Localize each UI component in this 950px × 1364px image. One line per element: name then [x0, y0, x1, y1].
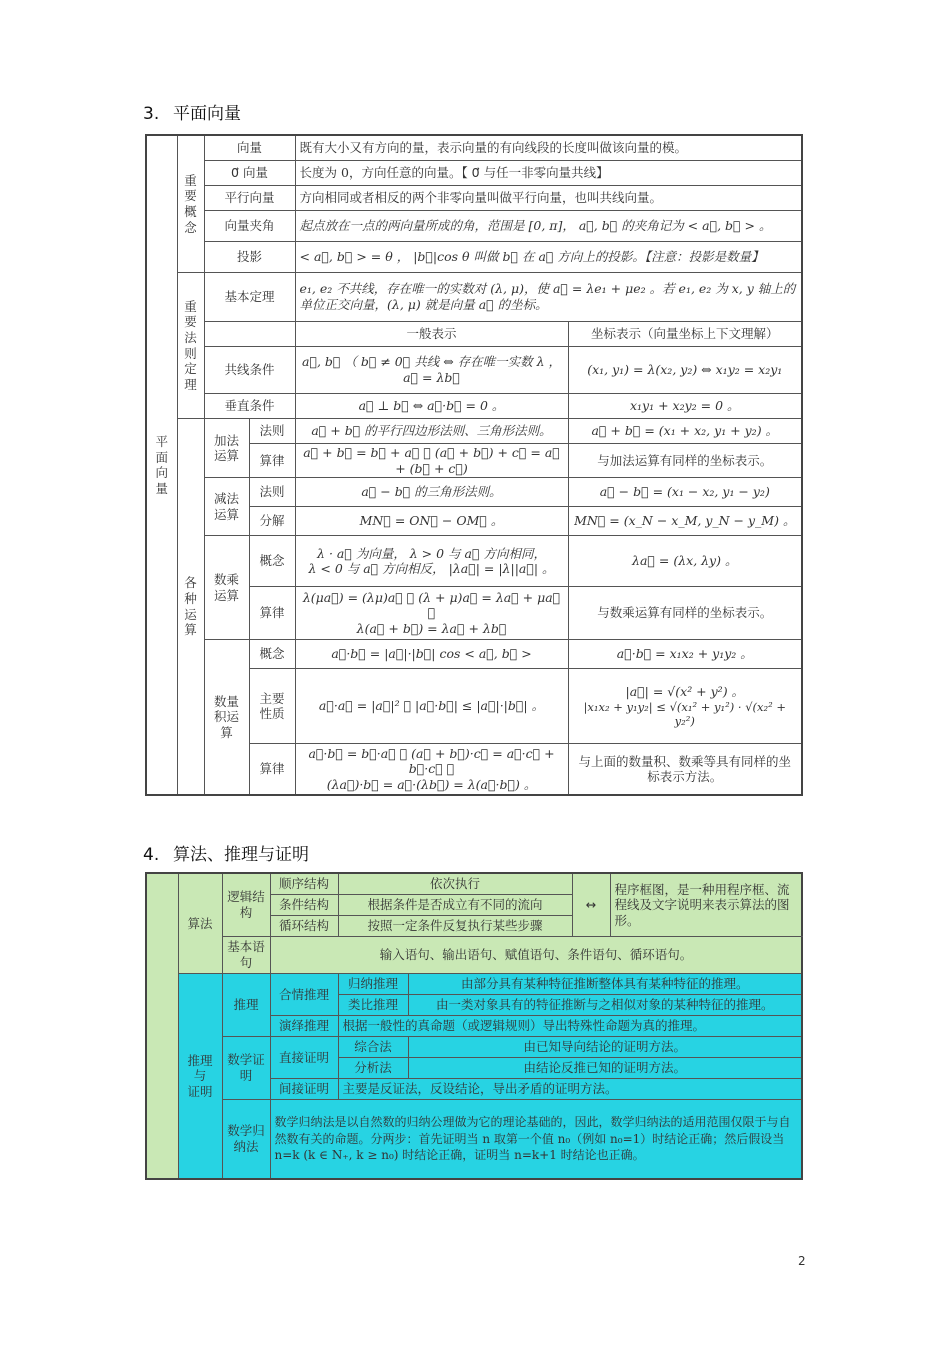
dot-law-general: a⃗·b⃗ = b⃗·a⃗ ， (a⃗ + b⃗)·c⃗ = a⃗·c⃗ + b⃗·c⃗ ， (λa⃗)·b⃗ = a⃗·(λb⃗) = λ(a⃗·b⃗) 。: [295, 744, 568, 796]
loop-desc: 按照一定条件反复执行某些步骤: [338, 916, 572, 937]
sub-label: 法则: [249, 478, 295, 507]
table-row: [146, 974, 802, 995]
deductive-desc: 根据一般性的真命题（或逻辑规则）导出特殊性命题为真的推理。: [338, 1016, 802, 1037]
dot-concept-general: a⃗·b⃗ = |a⃗|·|b⃗| cos < a⃗, b⃗ >: [295, 640, 568, 669]
algorithm-label: 算法: [178, 873, 222, 974]
analogy-name: 类比推理: [338, 995, 408, 1016]
flowchart-desc: 程序框图，是一种用程序框、流程线及文字说明来表示算法的图形。: [610, 873, 802, 937]
sub-label: 分解: [249, 507, 295, 536]
vector-summary-table: [145, 134, 803, 796]
sub-label: 主要性质: [249, 669, 295, 744]
table-row: [146, 419, 802, 444]
math-induction-label: 数学归纳法: [222, 1100, 270, 1180]
cond-desc: 根据条件是否成立有不同的流向: [338, 895, 572, 916]
plausible-label: 合情推理: [270, 974, 338, 1016]
loop-name: 循环结构: [270, 916, 338, 937]
row-name: 垂直条件: [204, 394, 295, 419]
sub-label: 算律: [249, 744, 295, 796]
add-law-general: a⃗ + b⃗ = b⃗ + a⃗ ， (a⃗ + b⃗) + c⃗ = a⃗ + (b⃗ + c⃗): [295, 444, 568, 478]
row-name: 0⃗ 向量: [204, 161, 295, 186]
table-row: [146, 161, 802, 186]
group-laws: 重 要 法 则 定 理: [177, 273, 204, 419]
group-concepts: 重 要 概 念: [177, 135, 204, 273]
perp-general: a⃗ ⊥ b⃗ ⇔ a⃗·b⃗ = 0 。: [295, 394, 568, 419]
induction-desc: 由部分具有某种特征推断整体具有某种特征的推理。: [408, 974, 802, 995]
dot-props-coord: |a⃗| = √(x² + y²) 。 |x₁x₂ + y₁y₂| ≤ √(x₁² + y₁²) · √(x₂² + y₂²): [568, 669, 802, 744]
op-scalar: 数乘 运算: [204, 536, 249, 640]
perp-coord: x₁y₁ + x₂y₂ = 0 。: [568, 394, 802, 419]
math-proof-label: 数学证明: [222, 1037, 270, 1100]
analogy-desc: 由一类对象具有的特征推断与之相似对象的某种特征的推理。: [408, 995, 802, 1016]
indirect-label: 间接证明: [270, 1079, 338, 1100]
sub-rule-coord: a⃗ − b⃗ = (x₁ − x₂, y₁ − y₂): [568, 478, 802, 507]
induction-name: 归纳推理: [338, 974, 408, 995]
sub-part-general: MN⃗ = ON⃗ − OM⃗ 。: [295, 507, 568, 536]
collinear-general: a⃗, b⃗ （ b⃗ ≠ 0⃗ 共线 ⇔ 存在唯一实数 λ ， a⃗ = λb⃗: [295, 347, 568, 394]
section-3-title: 3. 平面向量: [143, 104, 241, 124]
seq-desc: 依次执行: [338, 873, 572, 895]
sub-rule-general: a⃗ − b⃗ 的三角形法则。: [295, 478, 568, 507]
op-sub: 减法 运算: [204, 478, 249, 536]
row-desc: 既有大小又有方向的量，表示向量的有向线段的长度叫做该向量的模。: [295, 135, 802, 161]
analytic-name: 分析法: [338, 1058, 408, 1079]
deductive-name: 演绎推理: [270, 1016, 338, 1037]
scalar-concept-general: λ · a⃗ 为向量， λ > 0 与 a⃗ 方向相同， λ < 0 与 a⃗ 方向相反， |λa⃗| = |λ||a⃗| 。: [295, 536, 568, 587]
add-law-coord: 与加法运算有同样的坐标表示。: [568, 444, 802, 478]
op-dot: 数量 积运 算: [204, 640, 249, 796]
sub-label: 算律: [249, 587, 295, 640]
main-label: 平 面 向 量: [146, 135, 177, 795]
analytic-desc: 由结论反推已知的证明方法。: [408, 1058, 802, 1079]
table-row: [146, 135, 802, 161]
op-add: 加法 运算: [204, 419, 249, 478]
table-row: [146, 211, 802, 242]
table-row: [146, 640, 802, 669]
row-name: 基本定理: [204, 273, 295, 322]
dot-concept-coord: a⃗·b⃗ = x₁x₂ + y₁y₂ 。: [568, 640, 802, 669]
row-desc: 起点放在一点的两向量所成的角，范围是 [0, π]， a⃗, b⃗ 的夹角记为 < a⃗, b⃗ > 。: [295, 211, 802, 242]
double-arrow-icon: ↔: [572, 873, 610, 937]
sub-label: 法则: [249, 419, 295, 444]
basic-label: 基本语句: [222, 937, 270, 974]
scalar-law-general: λ(μa⃗) = (λμ)a⃗ ， (λ + μ)a⃗ = λa⃗ + μa⃗ ， λ(a⃗ + b⃗) = λa⃗ + λb⃗: [295, 587, 568, 640]
dot-props-general: a⃗·a⃗ = |a⃗|² ， |a⃗·b⃗| ≤ |a⃗|·|b⃗| 。: [295, 669, 568, 744]
cond-name: 条件结构: [270, 895, 338, 916]
reasoning-label: 推理: [222, 974, 270, 1037]
table-row: [146, 186, 802, 211]
basic-desc: 输入语句、输出语句、赋值语句、条件语句、循环语句。: [270, 937, 802, 974]
section-4-title: 4. 算法、推理与证明: [143, 845, 309, 865]
table-row: [146, 937, 802, 974]
scalar-law-coord: 与数乘运算有同样的坐标表示。: [568, 587, 802, 640]
group-ops: 各 种 运 算: [177, 419, 204, 796]
row-desc: 方向相同或者相反的两个非零向量叫做平行向量，也叫共线向量。: [295, 186, 802, 211]
table-row: [146, 873, 802, 895]
table-row: [146, 322, 802, 347]
row-desc: 长度为 0，方向任意的向量。【 0⃗ 与任一非零向量共线】: [295, 161, 802, 186]
table-row: [146, 273, 802, 322]
add-rule-general: a⃗ + b⃗ 的平行四边形法则、三角形法则。: [295, 419, 568, 444]
table-row: [146, 478, 802, 507]
indirect-desc: 主要是反证法，反设结论，导出矛盾的证明方法。: [338, 1079, 802, 1100]
sub-label: 算律: [249, 444, 295, 478]
row-desc: < a⃗, b⃗ > = θ ， |b⃗|cos θ 叫做 b⃗ 在 a⃗ 方向上的投影。【注意：投影是数量】: [295, 242, 802, 273]
logic-label: 逻辑结构: [222, 873, 270, 937]
sub-label: 概念: [249, 536, 295, 587]
seq-name: 顺序结构: [270, 873, 338, 895]
scalar-concept-coord: λa⃗ = (λx, λy) 。: [568, 536, 802, 587]
algorithm-reasoning-table: [145, 872, 803, 1180]
table-row: [146, 347, 802, 394]
row-name: 向量夹角: [204, 211, 295, 242]
table-row: [146, 1100, 802, 1180]
add-rule-coord: a⃗ + b⃗ = (x₁ + x₂, y₁ + y₂) 。: [568, 419, 802, 444]
sub-label: 概念: [249, 640, 295, 669]
collinear-coord: (x₁, y₁) = λ(x₂, y₂) ⇔ x₁y₂ = x₂y₁: [568, 347, 802, 394]
synthetic-name: 综合法: [338, 1037, 408, 1058]
table-row: [146, 394, 802, 419]
row-name: 平行向量: [204, 186, 295, 211]
row-name: 共线条件: [204, 347, 295, 394]
table-row: [146, 536, 802, 587]
page-number: 2: [798, 1254, 806, 1268]
synthetic-desc: 由已知导向结论的证明方法。: [408, 1037, 802, 1058]
dot-law-coord: 与上面的数量积、数乘等具有同样的坐标表示方法。: [568, 744, 802, 796]
header-coord: 坐标表示（向量坐标上下文理解）: [568, 322, 802, 347]
reason-proof-label: 推理 与 证明: [178, 974, 222, 1180]
row-name: 向量: [204, 135, 295, 161]
direct-label: 直接证明: [270, 1037, 338, 1079]
table-row: [146, 242, 802, 273]
row-name: 投影: [204, 242, 295, 273]
sub-part-coord: MN⃗ = (x_N − x_M, y_N − y_M) 。: [568, 507, 802, 536]
header-general: 一般表示: [295, 322, 568, 347]
table-row: [146, 1037, 802, 1058]
row-desc: e₁, e₂ 不共线，存在唯一的实数对 (λ, μ)，使 a⃗ = λe₁ + μe₂ 。若 e₁, e₂ 为 x, y 轴上的单位正交向量，(λ, μ) 就是向量 a⃗ 的坐标。: [295, 273, 802, 322]
math-induction-desc: 数学归纳法是以自然数的归纳公理做为它的理论基础的，因此，数学归纳法的适用范围仅限于与自然数有关的命题。分两步：首先证明当 n 取第一个值 n₀（例如 n₀=1）时结论正确；然后假设当 n=k (k ∈ N₊, k ≥ n₀) 时结论正确，证明当 n=k+1 时结论也正确。: [270, 1100, 802, 1180]
